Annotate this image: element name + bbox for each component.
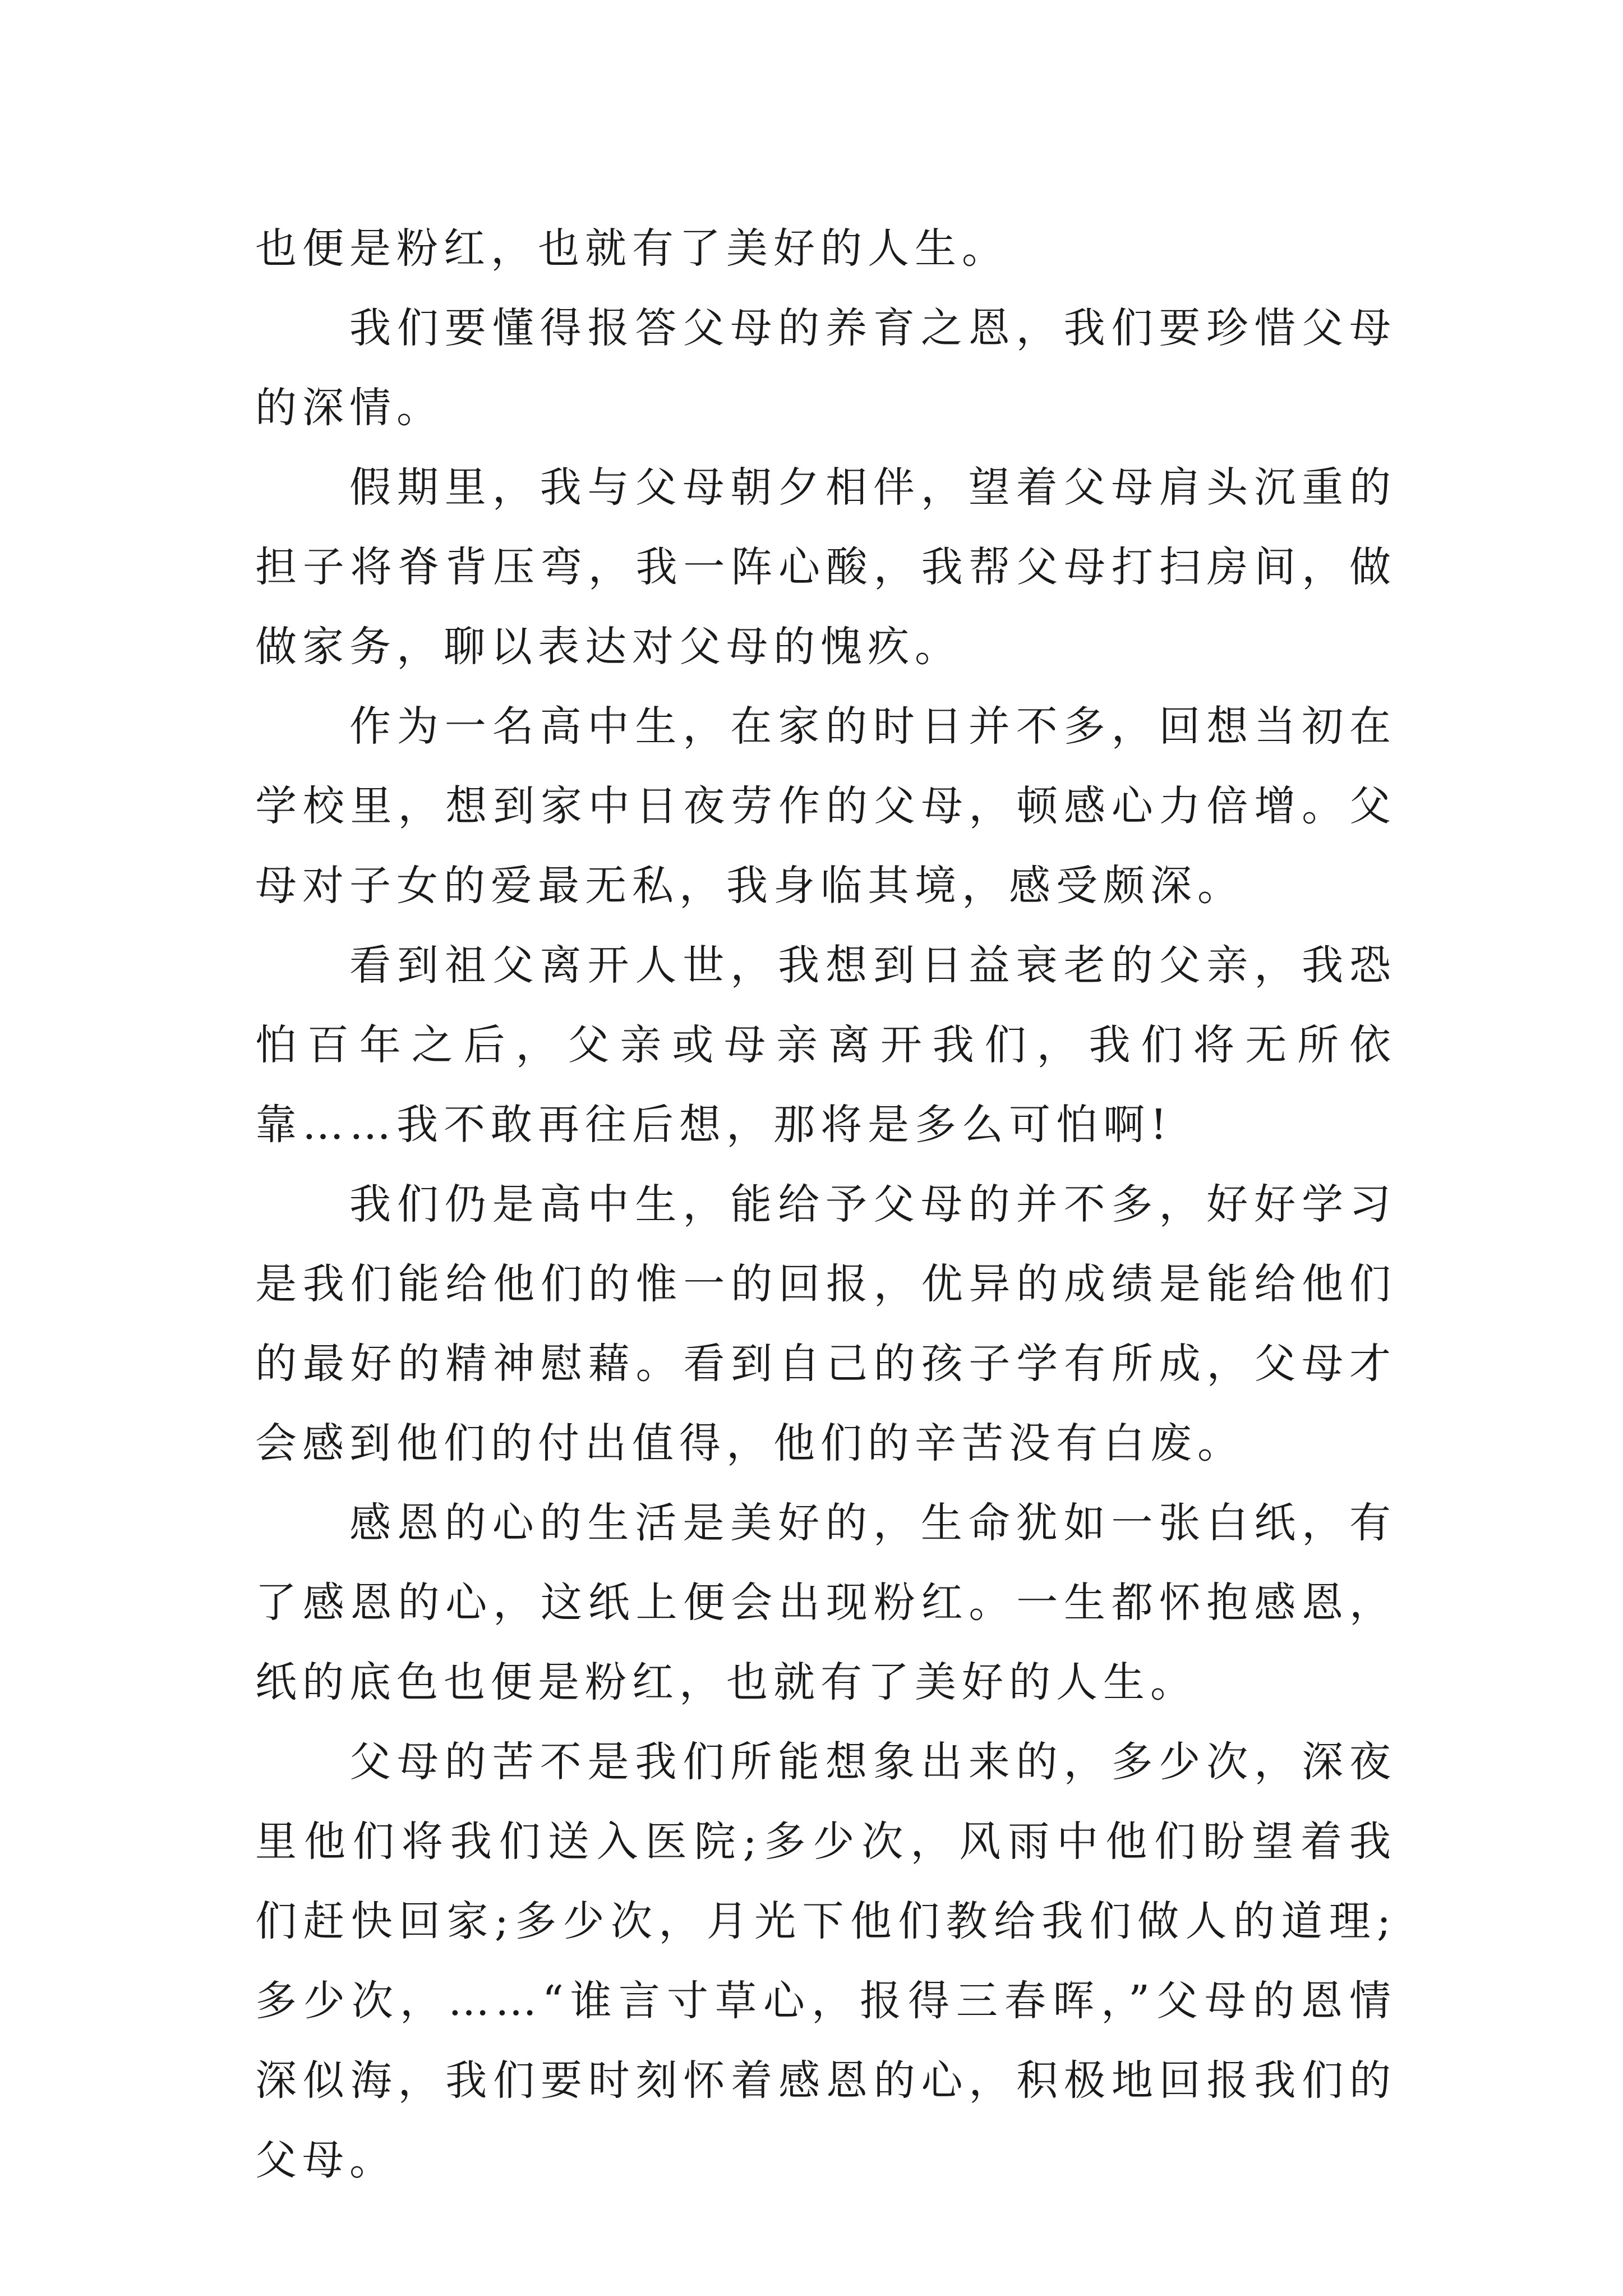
paragraph-7: 感恩的心的生活是美好的，生命犹如一张白纸，有了感恩的心，这纸上便会出现粉红。一生都怀抱感恩，纸的底色也便是粉红，也就有了美好的人生。 [255,1499,1396,1706]
document-body [255,209,1396,2200]
paragraph-5: 看到祖父离开人世，我想到日益衰老的父亲，我恐怕百年之后，父亲或母亲离开我们，我们将无所依靠……我不敢再往后想，那将是多么可怕啊! [255,941,1396,1149]
paragraph-6: 我们仍是高中生，能给予父母的并不多，好好学习是我们能给他们的惟一的回报，优异的成绩是能给他们的最好的精神慰藉。看到自己的孩子学有所成，父母才会感到他们的付出值得，他们的辛苦没有白废。 [255,1180,1396,1467]
paragraph-2: 我们要懂得报答父母的养育之恩，我们要珍惜父母的深情。 [255,304,1396,432]
paragraph-8: 父母的苦不是我们所能想象出来的，多少次，深夜里他们将我们送入医院;多少次，风雨中他们盼望着我们赶快回家;多少次，月光下他们教给我们做人的道理;多少次，……“谁言寸草心，报得三春晖，”父母的恩情深似海，我们要时刻怀着感恩的心，积极地回报我们的父母。 [255,1738,1396,2184]
paragraph-1: 也便是粉红，也就有了美好的人生。 [255,224,1009,273]
paragraph-3: 假期里，我与父母朝夕相伴，望着父母肩头沉重的担子将脊背压弯，我一阵心酸，我帮父母打扫房间，做做家务，聊以表达对父母的愧疚。 [255,463,1396,671]
paragraph-4: 作为一名高中生，在家的时日并不多，回想当初在学校里，想到家中日夜劳作的父母，顿感心力倍增。父母对子女的爱最无私，我身临其境，感受颇深。 [255,702,1396,910]
